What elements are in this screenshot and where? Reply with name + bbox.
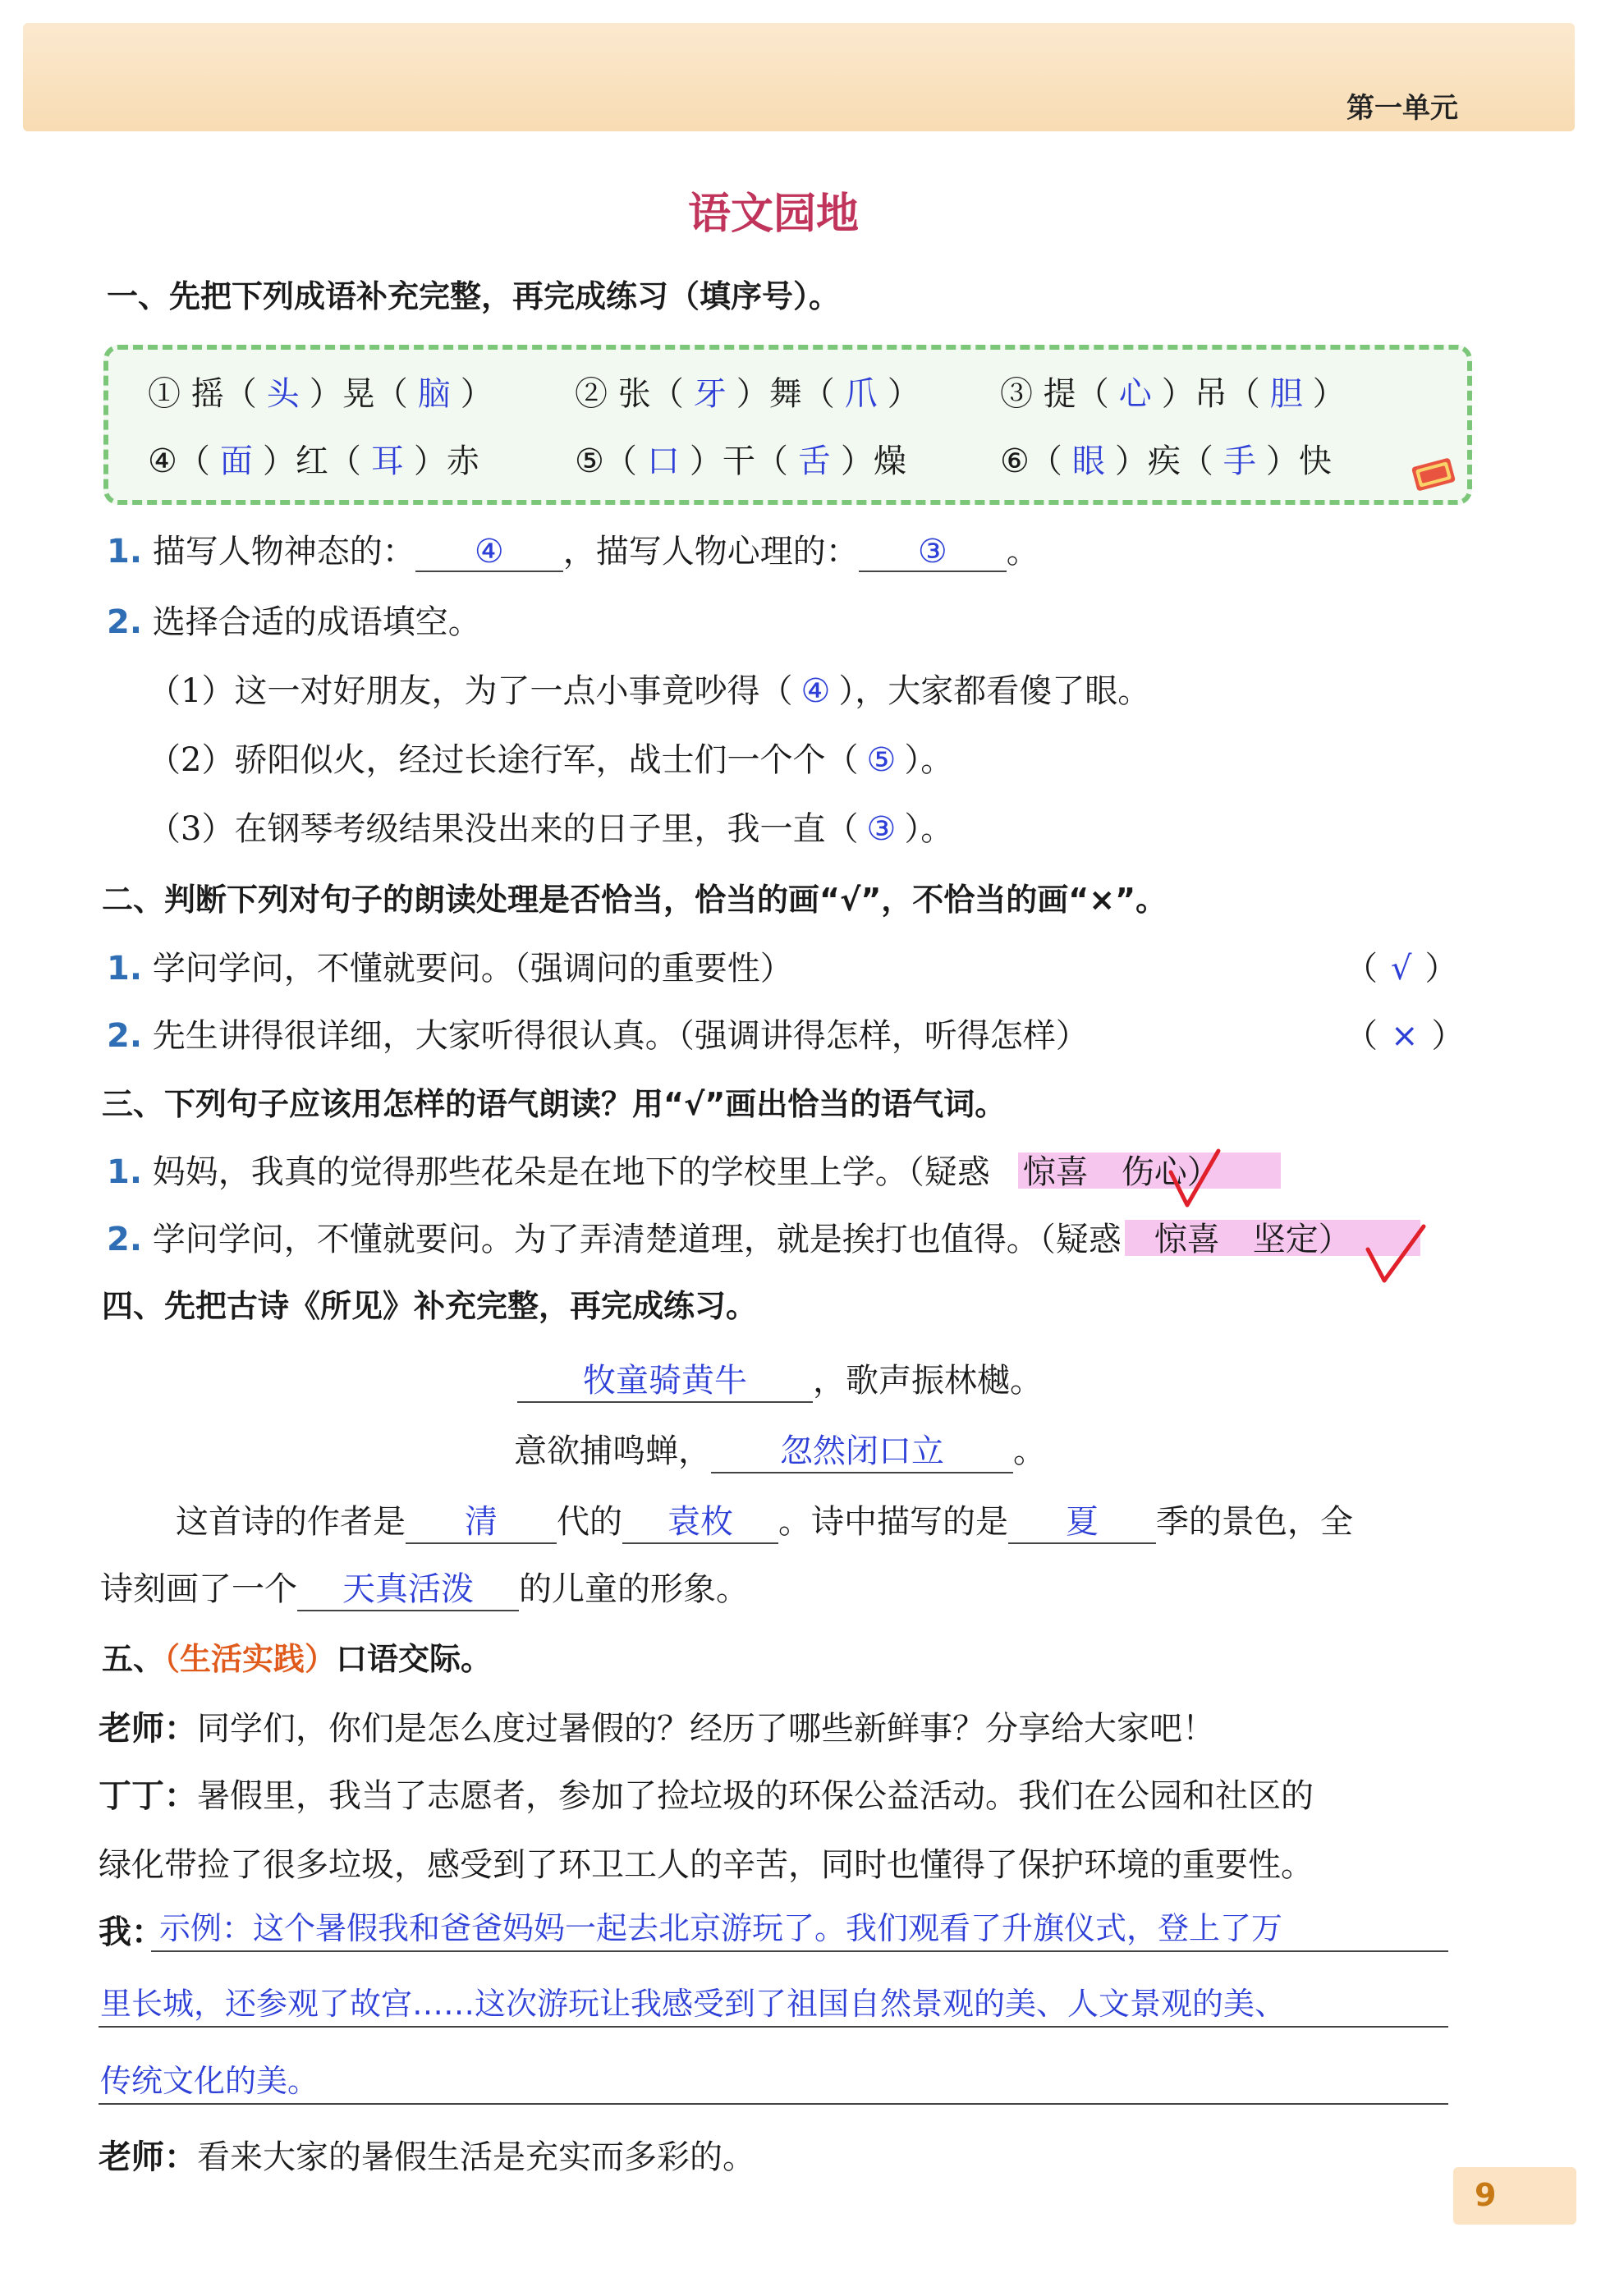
s3-item2: 2. 学问学问，不懂就要问。为了弄清楚道理，就是挨打也值得。（疑惑 惊喜 坚定） [107, 1221, 1351, 1258]
answer-rule-1 [151, 1950, 1448, 1952]
page-number-tab [1453, 2167, 1576, 2225]
section4-heading: 四、先把古诗《所见》补充完整，再完成练习。 [102, 1288, 758, 1324]
poem-line-2: 意欲捕鸣蝉， 忽然闭口立 。 [514, 1425, 1046, 1473]
idiom-4: ④（ 面 ）红（ 耳 ）赤 [148, 442, 479, 480]
unit-label: 第一单元 [1346, 92, 1458, 125]
idiom-2: ② 张（ 牙 ）舞（ 爪 ） [575, 375, 920, 413]
s1-q2-item2: （2）骄阳似火，经过长途行军，战士们一个个（ ⑤ ）。 [148, 741, 954, 779]
s2-item2: 2. 先生讲得很详细，大家听得很认真。（强调讲得怎样，听得怎样） [107, 1017, 1089, 1055]
idiom-6: ⑥（ 眼 ）疾（ 手 ）快 [1000, 442, 1332, 480]
s2-item1: 1. 学问学问，不懂就要问。（强调问的重要性） [107, 950, 793, 988]
poem-para-2: 诗刻画了一个 天真活泼 的儿童的形象。 [100, 1563, 749, 1611]
idiom-5: ⑤（ 口 ）干（ 舌 ）燥 [575, 442, 906, 480]
answer-rule-3 [99, 2103, 1448, 2105]
s1-q2-item1: （1）这一对好朋友，为了一点小事竟吵得（ ④ ），大家都看傻了眼。 [148, 672, 1151, 710]
poem-para-1: 这首诗的作者是 清 代的 袁枚 。诗中描写的是 夏 季的景色，全 [176, 1496, 1353, 1544]
s2-answer1: （ √ ） [1345, 950, 1458, 988]
s1-q1: 1. 描写人物神态的： ④ ，描写人物心理的： ③ 。 [107, 533, 1039, 571]
check-mark-1 [1166, 1148, 1223, 1213]
section5-heading: 五、（生活实践）口语交际。 [102, 1641, 493, 1677]
book-icon [1409, 454, 1461, 493]
me-answer-line-3: 传统文化的美。 [100, 2063, 319, 2099]
s3-item1: 1. 妈妈，我真的觉得那些花朵是在地下的学校里上学。（疑惑 惊喜 伤心） [107, 1153, 1220, 1191]
section3-heading: 三、下列句子应该用怎样的语气朗读？用“√”画出恰当的语气词。 [102, 1086, 1007, 1122]
me-answer-line-1: 示例：这个暑假我和爸爸妈妈一起去北京游玩了。我们观看了升旗仪式，登上了万 [159, 1910, 1283, 1946]
s1-q2: 2. 选择合适的成语填空。 [107, 603, 481, 641]
poem-line-1: 牧童骑黄牛 ，歌声振林樾。 [517, 1354, 1043, 1403]
s1-q2-item3: （3）在钢琴考级结果没出来的日子里，我一直（ ③ ）。 [148, 810, 954, 848]
teacher-line-2: 老师：看来大家的暑假生活是充实而多彩的。 [99, 2138, 755, 2176]
dingding-line-1: 丁丁：暑假里，我当了志愿者，参加了捡垃圾的环保公益活动。我们在公园和社区的 [99, 1777, 1314, 1815]
s2-answer2: （ × ） [1345, 1017, 1465, 1055]
page-number: 9 [1475, 2177, 1497, 2213]
header-band [23, 23, 1575, 131]
me-label: 我： [99, 1913, 164, 1951]
check-mark-2 [1363, 1220, 1429, 1285]
teacher-line-1: 老师：同学们，你们是怎么度过暑假的？经历了哪些新鲜事？分享给大家吧！ [99, 1710, 1215, 1748]
idiom-3: ③ 提（ 心 ）吊（ 胆 ） [1000, 375, 1346, 413]
answer-rule-2 [99, 2026, 1448, 2028]
dingding-line-2: 绿化带捡了很多垃圾，感受到了环卫工人的辛苦，同时也懂得了保护环境的重要性。 [99, 1846, 1314, 1884]
section2-heading: 二、判断下列对句子的朗读处理是否恰当，恰当的画“√”，不恰当的画“×”。 [102, 882, 1167, 918]
me-answer-line-2: 里长城，还参观了故宫……这次游玩让我感受到了祖国自然景观的美、人文景观的美、 [100, 1986, 1287, 2022]
section1-heading: 一、先把下列成语补充完整，再完成练习（填序号）。 [107, 278, 841, 314]
page-title: 语文园地 [688, 190, 860, 239]
idiom-1: ① 摇（ 头 ）晃（ 脑 ） [148, 375, 493, 413]
